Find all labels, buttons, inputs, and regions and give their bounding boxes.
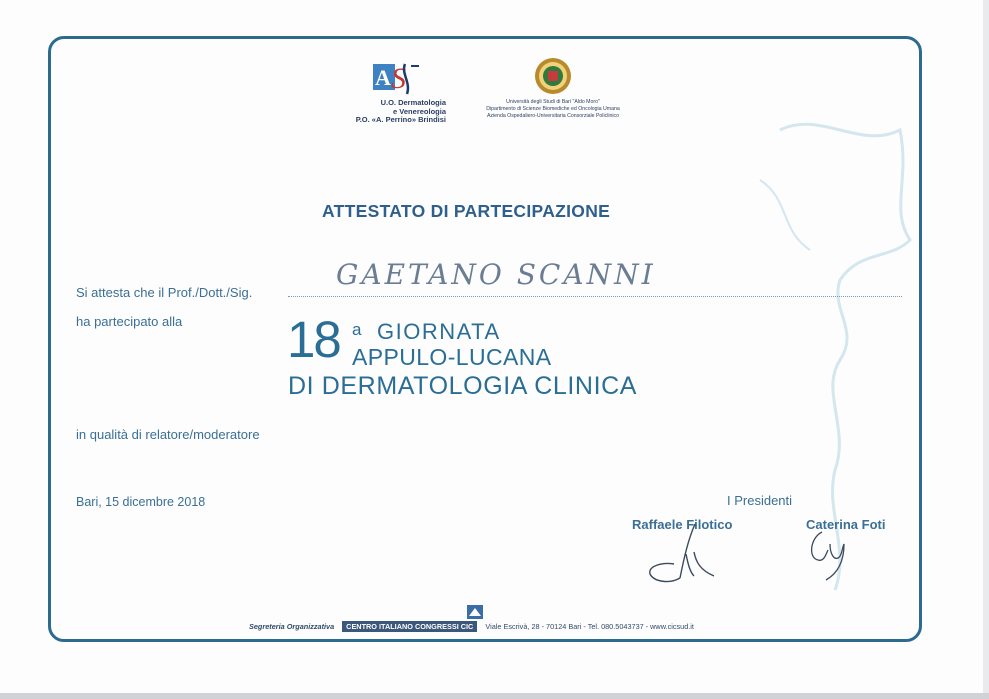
presidents-label: I Presidenti [727, 493, 793, 508]
scan-edge-bottom [0, 693, 989, 699]
certificate-date: Bari, 15 dicembre 2018 [76, 495, 206, 509]
organizer-badge: CENTRO ITALIANO CONGRESSI CIC [342, 621, 477, 632]
event-ordinal: a [352, 320, 362, 339]
event-number: 18 [287, 311, 340, 368]
university-seal [534, 57, 572, 95]
participant-name: GAETANO SCANNI [336, 258, 656, 291]
asl-line-1: U.O. Dermatologia [380, 98, 446, 107]
event-line-3: DI DERMATOLOGIA CLINICA [288, 372, 638, 400]
university-line-1: Università degli Studi di Bari "Aldo Moro" [506, 99, 600, 105]
attest-label: Si attesta che il Prof./Dott./Sig. [76, 285, 253, 300]
president-1-name: Raffaele Filotico [632, 517, 733, 532]
asl-department-text [340, 99, 446, 125]
event-line-1: GIORNATA [377, 319, 501, 344]
university-line-2: Dipartimento di Scienze Biomediche ed Oncologia Umana [486, 106, 620, 112]
svg-text:A: A [375, 65, 391, 90]
footer [249, 621, 694, 632]
scan-edge-right [983, 0, 989, 699]
cic-logo [467, 605, 483, 619]
president-2-name: Caterina Foti [806, 517, 886, 532]
name-dotted-line [288, 296, 902, 297]
university-line-3: Azienda Ospedaliero-Universitaria Consorziale Policlinico [486, 113, 620, 119]
asl-line-2: e Venereologia [393, 106, 446, 116]
event-line-2: APPULO-LUCANA [352, 344, 552, 370]
role-text: in qualità di relatore/moderatore [76, 427, 260, 442]
university-text [470, 99, 636, 120]
president-2-signature [800, 524, 860, 584]
participated-label: ha partecipato alla [76, 314, 183, 329]
footer-label: Segreteria Organizzativa [249, 622, 335, 631]
certificate-title: ATTESTATO DI PARTECIPAZIONE [322, 201, 611, 221]
asl-line-3: P.O. «A. Perrino» Brindisi [355, 115, 446, 125]
president-1-signature [640, 518, 725, 586]
organizer-address: Viale Escrivà, 28 - 70124 Bari - Tel. 080.5043737 - www.cicsud.it [485, 622, 694, 631]
svg-text:S: S [391, 62, 406, 95]
asl-brindisi-logo [371, 60, 423, 96]
